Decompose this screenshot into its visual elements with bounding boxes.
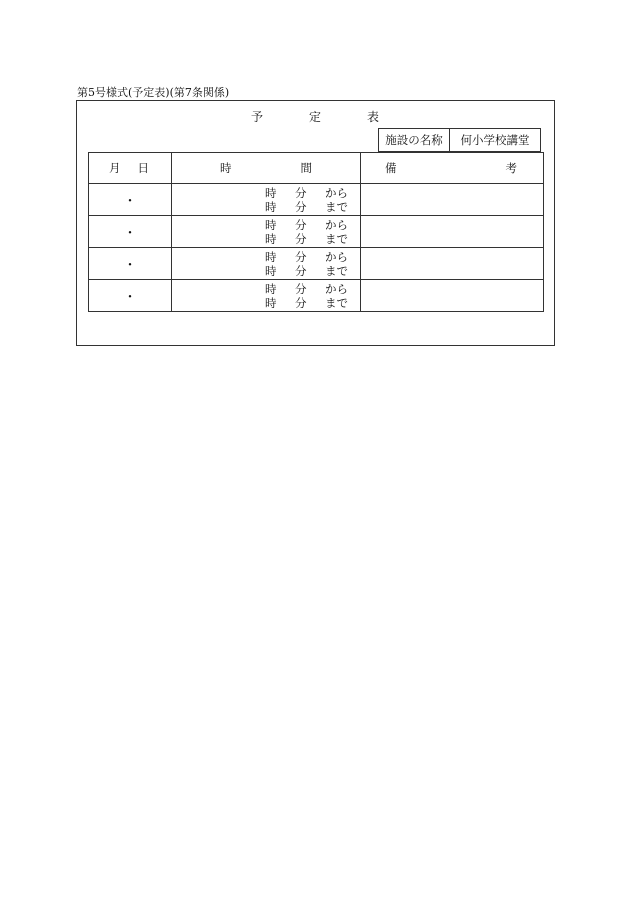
facility-label: 施設の名称: [379, 129, 450, 152]
to-label: まで: [325, 295, 348, 310]
table-row: [89, 184, 544, 216]
row-time: [172, 248, 361, 280]
row-notes: [361, 216, 544, 248]
header-notes-a: 備: [385, 161, 397, 175]
header-time-a: 時: [220, 161, 232, 175]
row-time: [172, 280, 361, 312]
minute-unit: 分: [295, 217, 307, 232]
header-notes: [361, 153, 544, 184]
hour-unit: 時: [265, 231, 277, 246]
table-row: [89, 280, 544, 312]
table-row: [89, 216, 544, 248]
row-date: ・: [89, 248, 172, 280]
header-time: [172, 153, 361, 184]
minute-unit: 分: [295, 199, 307, 214]
to-label: まで: [325, 199, 348, 214]
row-date: ・: [89, 184, 172, 216]
from-label: から: [325, 185, 348, 200]
table-row: [89, 248, 544, 280]
form-caption: 第5号様式(予定表)(第7条関係): [77, 86, 230, 99]
row-notes: [361, 280, 544, 312]
header-time-b: 間: [300, 161, 312, 175]
hour-unit: 時: [265, 217, 277, 232]
row-time: [172, 184, 361, 216]
row-time: [172, 216, 361, 248]
minute-unit: 分: [295, 231, 307, 246]
title-char-1: 予: [250, 110, 263, 124]
minute-unit: 分: [295, 249, 307, 264]
header-date-day: 日: [137, 161, 149, 175]
minute-unit: 分: [295, 185, 307, 200]
hour-unit: 時: [265, 263, 277, 278]
title-char-2: 定: [308, 110, 321, 124]
row-date: ・: [89, 280, 172, 312]
header-date-month: 月: [109, 161, 121, 175]
schedule-table: [88, 152, 544, 312]
minute-unit: 分: [295, 281, 307, 296]
minute-unit: 分: [295, 263, 307, 278]
hour-unit: 時: [265, 281, 277, 296]
title-char-3: 表: [367, 110, 380, 124]
from-label: から: [325, 249, 348, 264]
to-label: まで: [325, 263, 348, 278]
facility-table: [378, 128, 541, 152]
hour-unit: 時: [265, 185, 277, 200]
facility-value: 何小学校講堂: [450, 129, 541, 152]
row-date: ・: [89, 216, 172, 248]
form-title: [0, 108, 630, 125]
hour-unit: 時: [265, 199, 277, 214]
hour-unit: 時: [265, 249, 277, 264]
row-notes: [361, 184, 544, 216]
from-label: から: [325, 217, 348, 232]
to-label: まで: [325, 231, 348, 246]
header-notes-b: 考: [505, 161, 517, 175]
hour-unit: 時: [265, 295, 277, 310]
from-label: から: [325, 281, 348, 296]
header-date: [89, 153, 172, 184]
row-notes: [361, 248, 544, 280]
minute-unit: 分: [295, 295, 307, 310]
schedule-header-row: [89, 153, 544, 184]
